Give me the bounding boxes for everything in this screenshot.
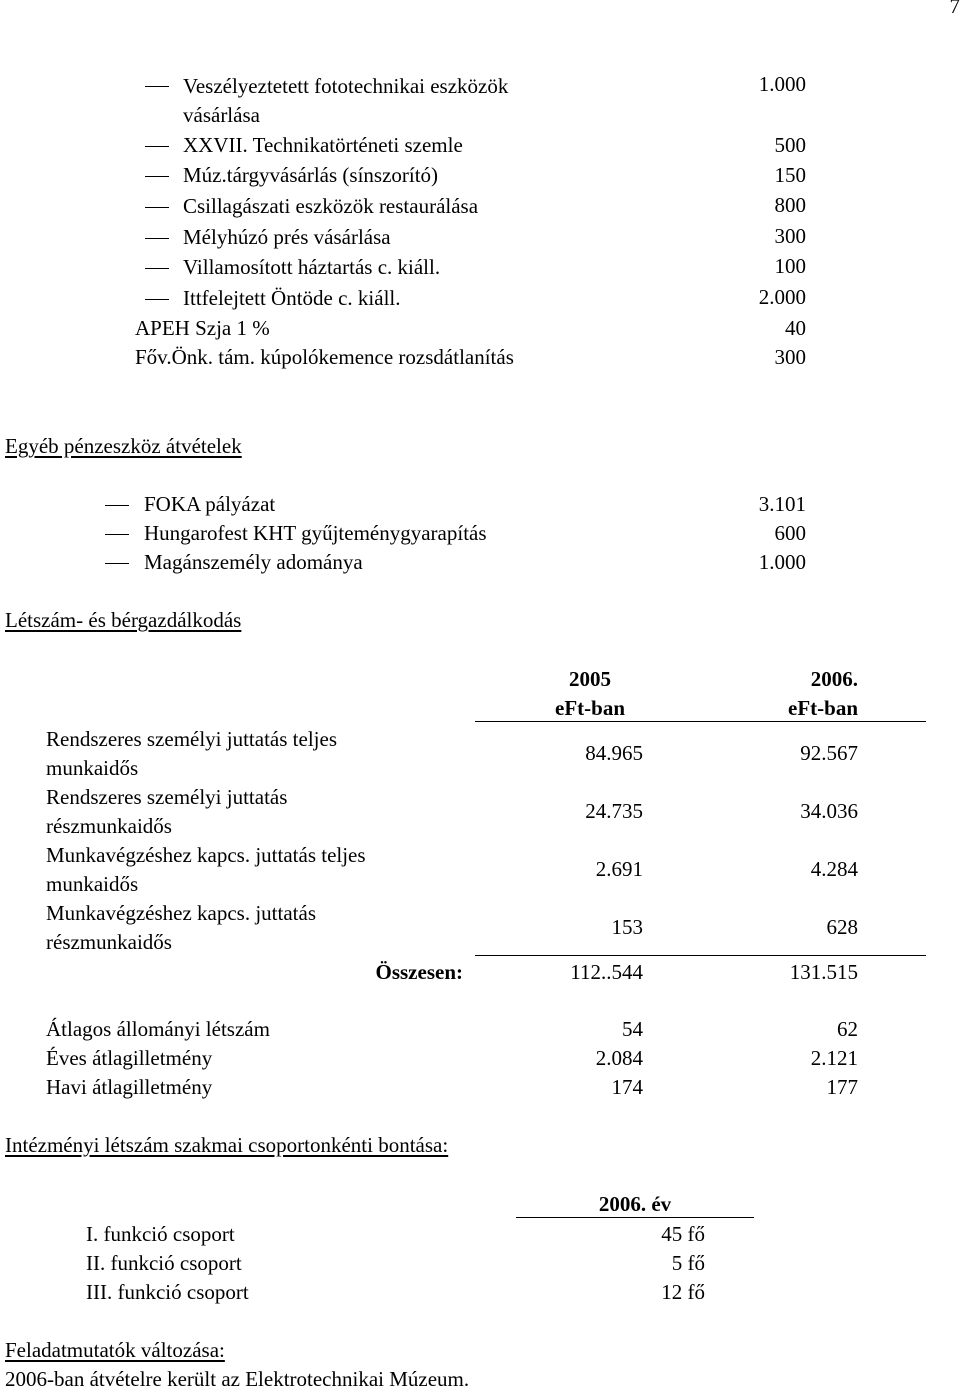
support-item-label-cont: vásárlása [183,103,260,127]
extra-line-label: Főv.Önk. tám. kúpolókemence rozsdátlanítás [135,345,514,369]
support-item-label: Múz.tárgyvásárlás (sínszorító) [183,163,439,187]
col-header-2006-line1: 2006. [810,667,858,691]
indicators-text: 2006-ban átvételre került az Elektrotechnikai Múzeum. [5,1367,470,1391]
dash-bullet [145,238,169,239]
support-item-label: Csillagászati eszközök restaurálása [183,194,479,218]
group-label: II. funkció csoport [86,1251,242,1275]
staff-row-2005: 84.965 [585,741,643,765]
dash-bullet [105,563,129,564]
staff-row-label-cont: részmunkaidős [46,814,172,838]
support-item-value: 100 [774,254,806,278]
support-item-value: 1.000 [758,72,806,96]
dash-bullet [145,176,169,177]
extra-line-label: APEH Szja 1 % [135,316,270,340]
groups-col-header: 2006. év [598,1192,672,1216]
support-item-label: Mélyhúzó prés vásárlása [183,225,391,249]
other-funds-value: 600 [774,521,806,545]
other-funds-label: Magánszemély adománya [144,550,363,574]
table-total-rule [475,955,926,956]
average-label: Éves átlagilletmény [46,1046,213,1070]
col-header-2006-line2: eFt-ban [788,696,858,720]
support-item-value: 500 [774,133,806,157]
dash-bullet [105,505,129,506]
other-funds-value: 1.000 [758,550,806,574]
section-heading-staff: Létszám- és bérgazdálkodás [5,608,242,632]
total-2005: 112..544 [570,960,643,984]
support-item-value: 2.000 [758,285,806,309]
staff-row-label-cont: munkaidős [46,756,139,780]
dash-bullet [145,299,169,300]
support-item-label: XXVII. Technikatörténeti szemle [183,133,463,157]
average-2006: 2.121 [810,1046,858,1070]
support-item-label: Ittfelejtett Öntöde c. kiáll. [183,286,401,310]
group-label: I. funkció csoport [86,1222,235,1246]
extra-line-value: 300 [774,345,806,369]
total-label: Összesen: [375,960,463,984]
dash-bullet [145,207,169,208]
support-item-label: Villamosított háztartás c. kiáll. [183,255,441,279]
group-value: 12 fő [661,1280,705,1304]
average-2005: 174 [611,1075,643,1099]
average-2005: 54 [622,1017,643,1041]
section-heading-other-funds: Egyéb pénzeszköz átvételek [5,434,242,458]
table-header-rule [475,721,926,722]
dash-bullet [145,86,169,87]
group-value: 5 fő [671,1251,705,1275]
support-item-value: 800 [774,193,806,217]
dash-bullet [145,268,169,269]
staff-row-label-cont: munkaidős [46,872,139,896]
average-2005: 2.084 [595,1046,643,1070]
staff-row-2006: 34.036 [800,799,858,823]
section-heading-groups: Intézményi létszám szakmai csoportonkénti bontása: [5,1133,449,1157]
staff-row-2006: 92.567 [800,741,858,765]
staff-row-label-cont: részmunkaidős [46,930,172,954]
average-2006: 177 [826,1075,858,1099]
staff-row-label: Rendszeres személyi juttatás [46,785,288,809]
staff-row-2005: 24.735 [585,799,643,823]
col-header-2005-line1: 2005 [569,667,611,691]
staff-row-2005: 153 [611,915,643,939]
staff-row-2006: 4.284 [810,857,858,881]
staff-row-2005: 2.691 [595,857,643,881]
average-2006: 62 [837,1017,858,1041]
groups-header-rule [516,1217,754,1218]
support-item-value: 300 [774,224,806,248]
page-number: 7 [949,0,960,18]
col-header-2005-line2: eFt-ban [555,696,625,720]
staff-row-2006: 628 [826,915,858,939]
dash-bullet [145,146,169,147]
staff-row-label: Munkavégzéshez kapcs. juttatás teljes [46,843,366,867]
section-heading-indicators: Feladatmutatók változása: [5,1338,225,1362]
dash-bullet [105,534,129,535]
staff-row-label: Munkavégzéshez kapcs. juttatás [46,901,316,925]
group-label: III. funkció csoport [86,1280,249,1304]
average-label: Átlagos állományi létszám [46,1017,270,1041]
support-item-label: Veszélyeztetett fototechnikai eszközök [183,74,509,98]
other-funds-value: 3.101 [758,492,806,516]
group-value: 45 fő [661,1222,705,1246]
staff-row-label: Rendszeres személyi juttatás teljes [46,727,337,751]
extra-line-value: 40 [785,316,806,340]
total-2006: 131.515 [789,960,858,984]
average-label: Havi átlagilletmény [46,1075,213,1099]
support-item-value: 150 [774,163,806,187]
other-funds-label: Hungarofest KHT gyűjteménygyarapítás [144,521,487,545]
other-funds-label: FOKA pályázat [144,492,276,516]
